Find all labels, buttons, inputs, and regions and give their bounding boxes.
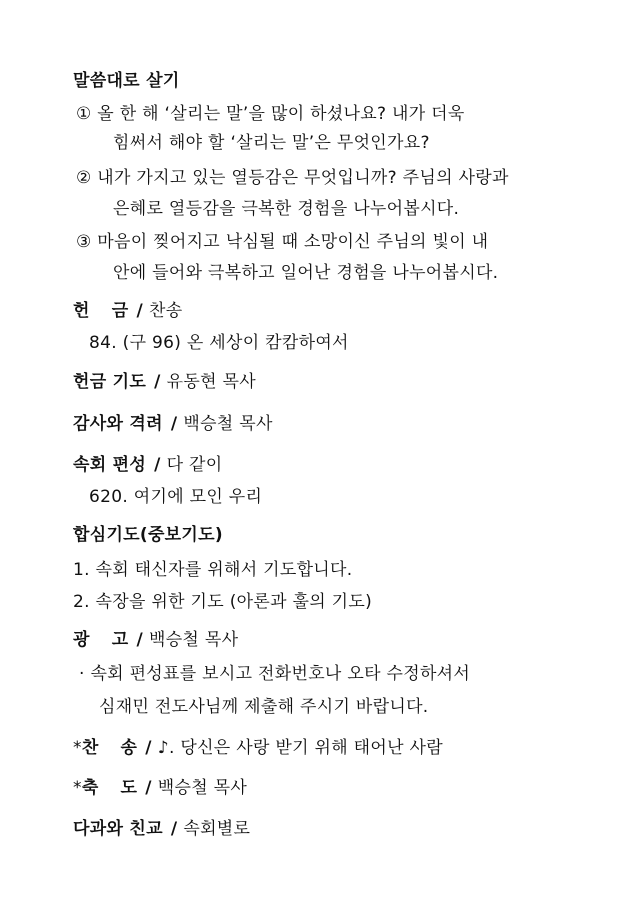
thanks-value: 백승철 목사 [183,414,273,434]
benediction-label-b: 도 [120,778,138,798]
separator: / [145,778,152,798]
thanks-label: 감사와 격려 [73,414,163,434]
offering-prayer-row [73,371,256,393]
announcement-label-a: 광 [73,630,90,650]
live-word-item-1-cont: 힘써서 해야 할 ‘살리는 말’은 무엇인가요? [113,133,430,153]
offering-label-b: 금 [111,301,129,321]
unison-prayer-item-2: 2. 속장을 위한 기도 (아론과 훌의 기도) [73,592,373,612]
item-text-line1: 내가 가지고 있는 열등감은 무엇입니까? 주님의 사랑과 [97,168,509,188]
asterisk-mark: * [73,778,82,798]
cell-formation-label: 속회 편성 [73,455,147,475]
hymn-row [73,737,443,759]
separator: / [170,819,178,839]
hymn-label-a: 찬 [81,738,99,758]
separator: / [170,414,178,434]
thanks-row [73,413,273,435]
announcement-line-1 [79,663,470,685]
separator: / [136,301,143,321]
live-word-item-1 [76,103,465,125]
hymn-label-b: 송 [120,738,138,758]
announcement-line-2: 심재민 전도사님께 제출해 주시기 바랍니다. [99,697,429,717]
separator: / [154,372,161,392]
cell-formation-row [73,454,223,476]
live-word-heading: 말씀대로 살기 [73,71,180,91]
offering-prayer-label: 헌금 기도 [73,372,147,392]
hymn-value: ♪. 당신은 사랑 받기 위해 태어난 사람 [157,738,443,758]
offering-value: 찬송 [148,301,183,321]
offering-row [73,300,182,322]
separator: / [154,455,161,475]
item-text-line1: 마음이 찢어지고 낙심될 때 소망이신 주님의 빛이 내 [97,232,489,252]
cell-formation-value: 다 같이 [166,455,223,475]
announcement-row [73,629,238,651]
fellowship-label: 다과와 친교 [73,819,163,839]
offering-prayer-value: 유동현 목사 [166,372,256,392]
benediction-label-a: 축 [81,778,99,798]
unison-prayer-item-1: 1. 속회 태신자를 위해서 기도합니다. [73,560,353,580]
fellowship-value: 속회별로 [183,819,251,839]
item-number: ① [76,104,92,124]
item-text-line1: 올 한 해 ‘살리는 말’을 많이 하셨나요? 내가 더욱 [97,104,465,124]
announcement-text-1: 속회 편성표를 보시고 전화번호나 오타 수정하셔서 [90,664,471,684]
offering-hymn: 84. (구 96) 온 세상이 캄캄하여서 [89,333,349,353]
unison-prayer-heading: 합심기도(중보기도) [73,525,223,545]
asterisk-mark: * [73,738,82,758]
bullet-mark: · [79,664,85,684]
live-word-item-2-cont: 은혜로 열등감을 극복한 경험을 나누어봅시다. [113,199,460,219]
separator: / [136,630,143,650]
item-number: ③ [76,232,92,252]
fellowship-row [73,818,250,840]
live-word-item-2 [76,167,509,189]
live-word-item-3-cont: 안에 들어와 극복하고 일어난 경험을 나누어봅시다. [113,263,499,283]
offering-label-a: 헌 [73,301,90,321]
separator: / [145,738,152,758]
benediction-value: 백승철 목사 [157,778,248,798]
benediction-row [73,777,247,799]
announcement-label-b: 고 [111,630,129,650]
announcement-value: 백승철 목사 [148,630,239,650]
live-word-item-3 [76,231,488,253]
cell-formation-hymn: 620. 여기에 모인 우리 [89,487,263,507]
item-number: ② [76,168,92,188]
